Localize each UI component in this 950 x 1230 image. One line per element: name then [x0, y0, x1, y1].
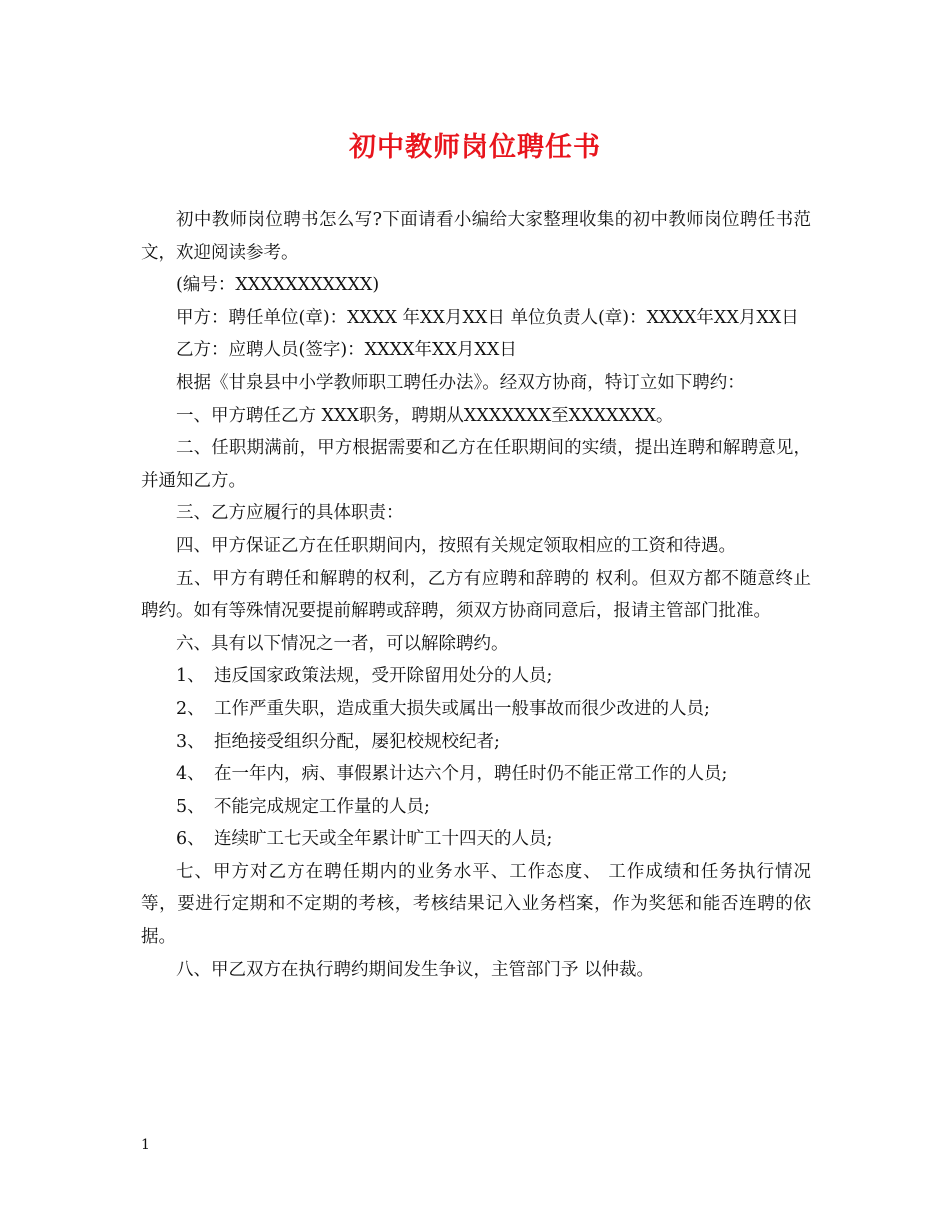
item-text: 连续旷工七天或全年累计旷工十四天的人员;	[214, 829, 553, 850]
document-body	[141, 204, 811, 986]
termination-item-5	[141, 791, 811, 824]
party-b-line: 乙方：应聘人员(签字)：XXXX年XX月XX日	[176, 340, 517, 361]
item-text: 拒绝接受组织分配，屡犯校规校纪者;	[214, 731, 500, 752]
clause-6: 六、具有以下情况之一者，可以解除聘约。	[176, 633, 509, 654]
clause-5: 五、甲方有聘任和解聘的权利，乙方有应聘和辞聘的 权利。但双方都不随意终止聘约。如有等殊情况要提前解聘或辞聘，须双方协商同意后，报请主管部门批准。	[141, 568, 811, 622]
termination-item-2	[141, 693, 811, 726]
item-number: 4、	[176, 764, 205, 785]
intro-paragraph: 初中教师岗位聘书怎么写?下面请看小编给大家整理收集的初中教师岗位聘任书范文，欢迎阅读参考。	[141, 210, 811, 263]
item-number: 1、	[176, 666, 205, 687]
clause-1: 一、甲方聘任乙方 XXX职务，聘期从XXXXXXX至XXXXXXX。	[176, 405, 674, 426]
document-title: 初中教师岗位聘任书	[349, 132, 601, 163]
termination-item-1	[141, 660, 811, 693]
item-number: 6、	[176, 829, 205, 850]
clause-2: 二、任职期满前，甲方根据需要和乙方在任职期间的实绩，提出连聘和解聘意见，并通知乙方。	[141, 438, 811, 491]
item-text: 工作严重失职，造成重大损失或属出一般事故而很少改进的人员;	[214, 698, 710, 719]
party-a-line: 甲方：聘任单位(章)：XXXX 年XX月XX日 单位负责人(章)：XXXX年XX月XX日	[176, 307, 799, 328]
clause-8: 八、甲乙双方在执行聘约期间发生争议，主管部门予 以仲裁。	[176, 959, 655, 980]
clause-3: 三、乙方应履行的具体职责：	[176, 503, 404, 524]
item-number: 3、	[176, 731, 205, 752]
termination-item-6	[141, 823, 811, 856]
item-text: 违反国家政策法规，受开除留用处分的人员;	[214, 666, 553, 687]
clause-4: 四、甲方保证乙方在任职期间内，按照有关规定领取相应的工资和待遇。	[176, 535, 736, 556]
item-text: 不能完成规定工作量的人员;	[214, 796, 430, 817]
clause-7: 七、甲方对乙方在聘任期内的业务水平、工作态度、 工作成绩和任务执行情况等，要进行定期和不定期的考核，考核结果记入业务档案，作为奖惩和能否连聘的依据。	[141, 861, 811, 948]
termination-item-4	[141, 758, 811, 791]
termination-item-3	[141, 726, 811, 759]
item-number: 5、	[176, 796, 205, 817]
page-number: 1	[141, 1137, 150, 1153]
item-number: 2、	[176, 698, 205, 719]
number-line: (编号：XXXXXXXXXXX)	[176, 275, 380, 296]
basis-paragraph: 根据《甘泉县中小学教师职工聘任办法》。经双方协商，特订立如下聘约：	[176, 372, 745, 393]
item-text: 在一年内，病、事假累计达六个月，聘任时仍不能正常工作的人员;	[214, 764, 728, 785]
